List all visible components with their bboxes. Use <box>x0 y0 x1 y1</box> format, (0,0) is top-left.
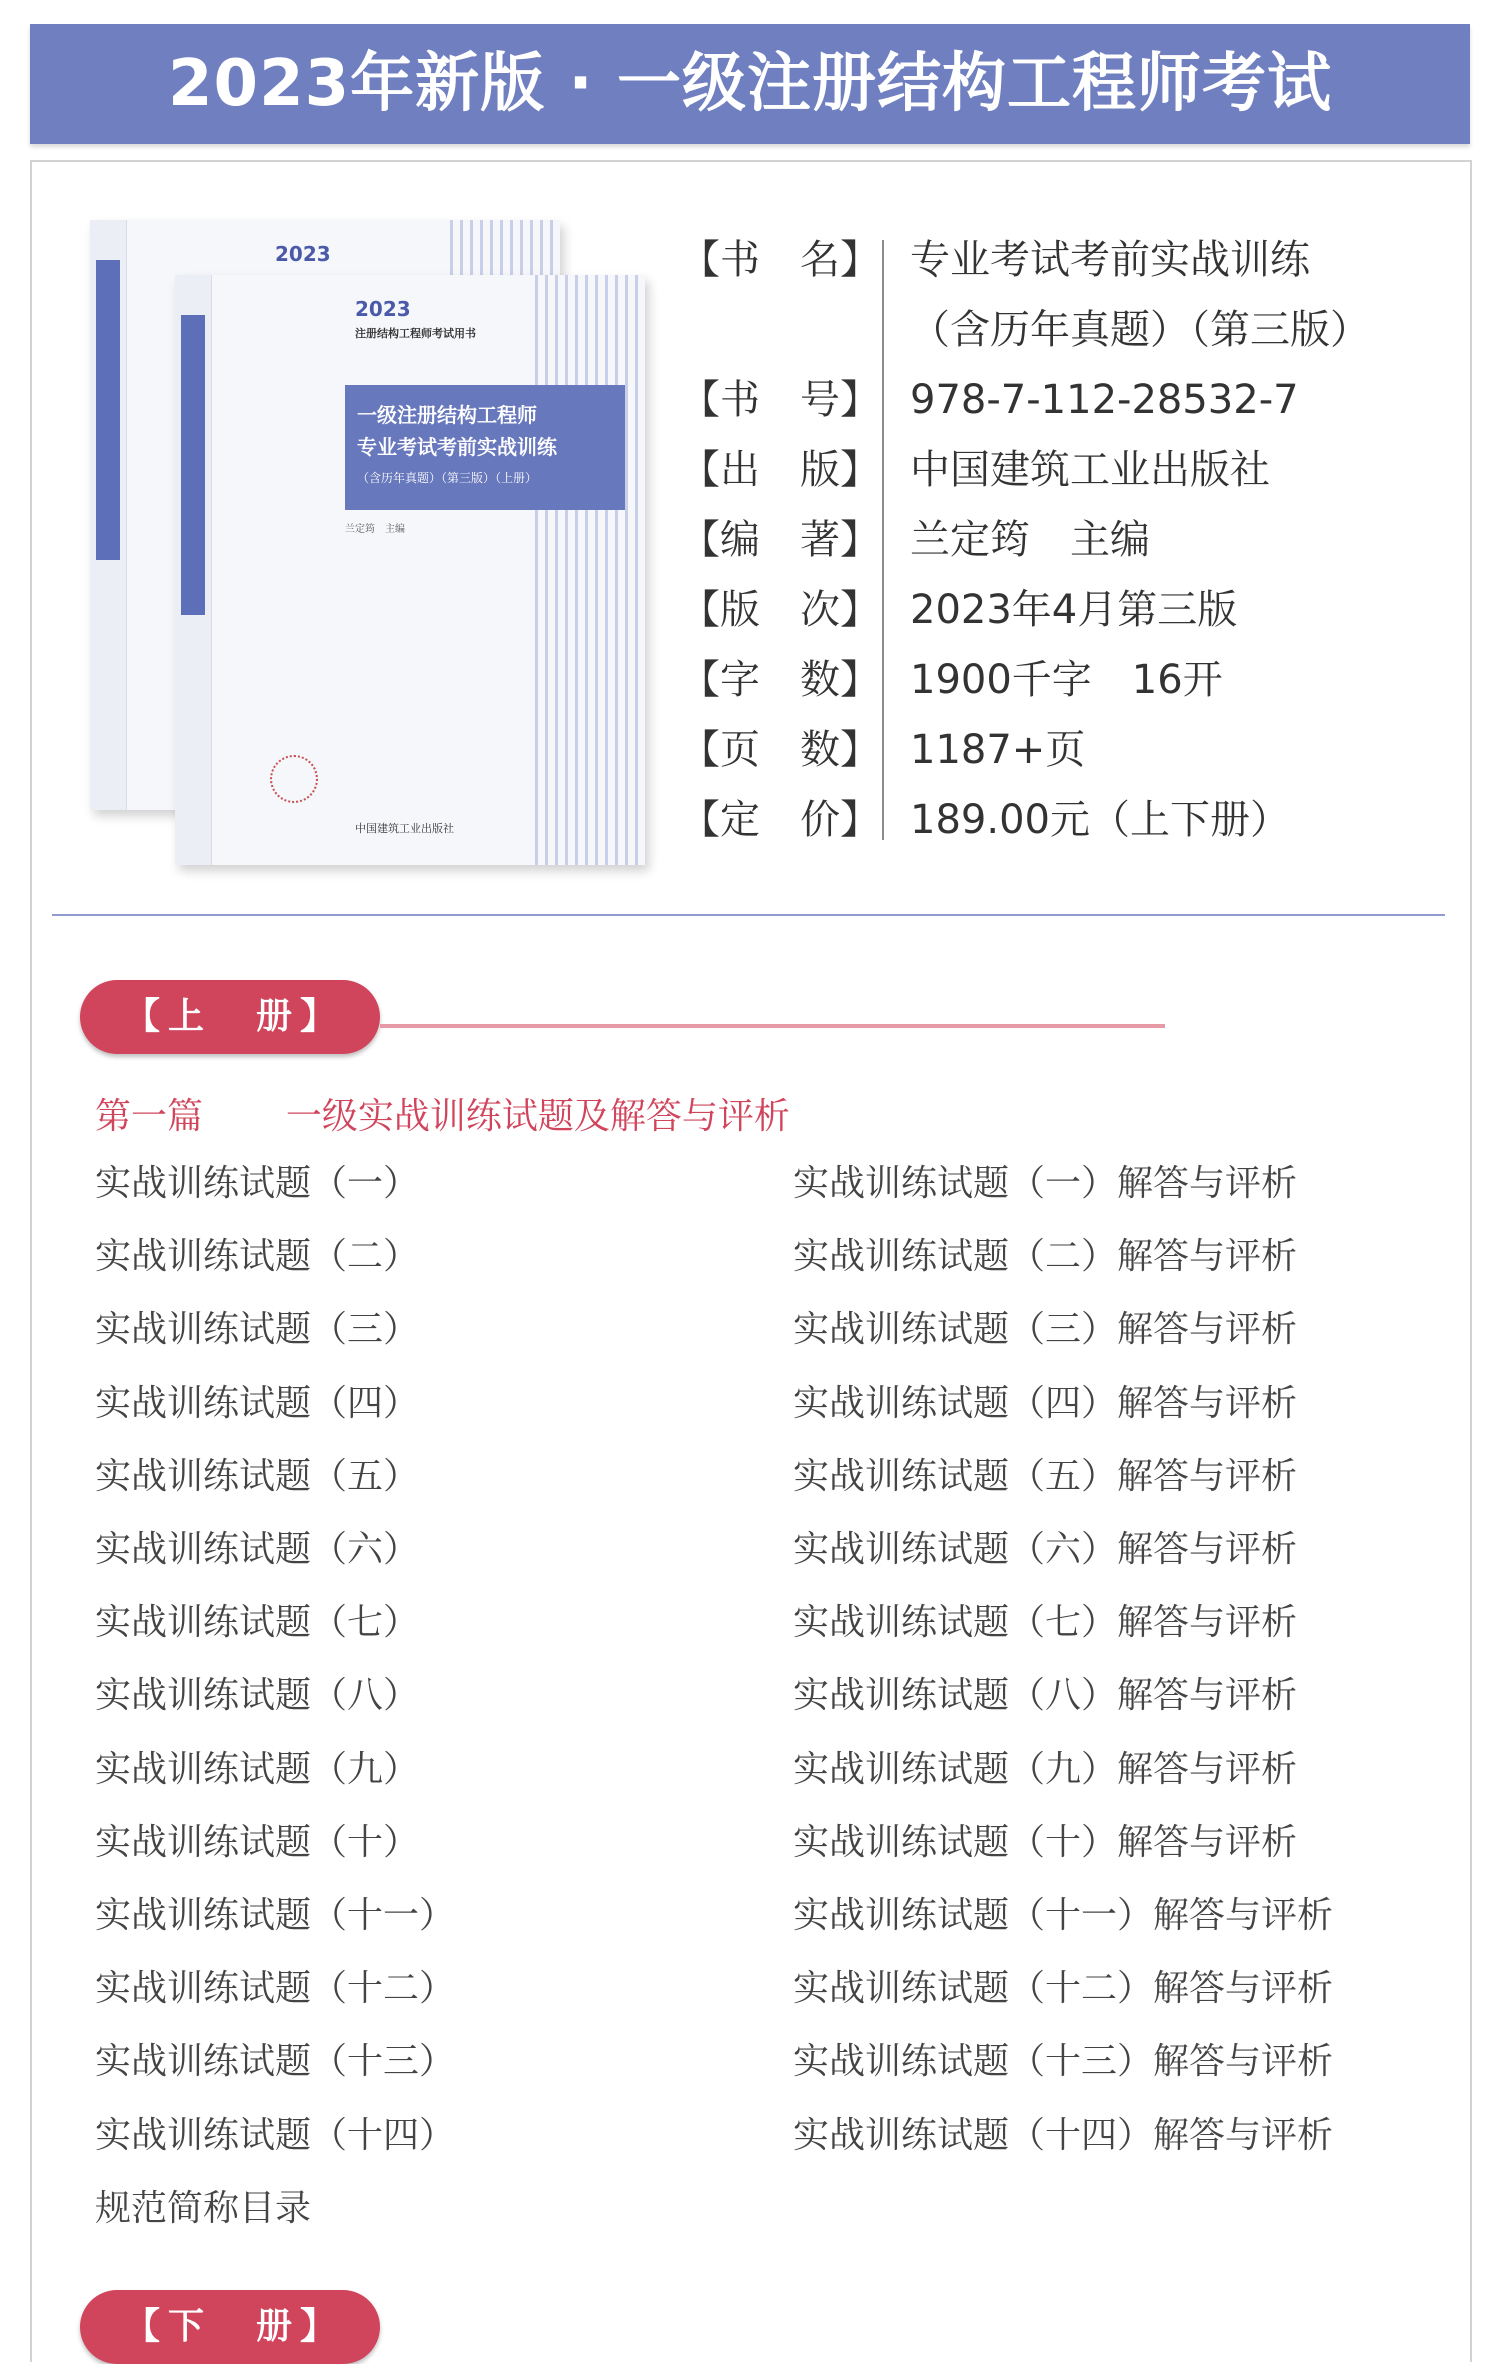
cover-title-line1: 一级注册结构工程师 <box>357 403 537 427</box>
toc-answer-item: 实战训练试题（十三）解答与评析 <box>793 2041 1334 2083</box>
toc-item: 实战训练试题（十二） <box>95 1968 456 2010</box>
toc-answer-item: 实战训练试题（九）解答与评析 <box>793 1748 1298 1790</box>
toc-item: 实战训练试题（十一） <box>95 1895 456 1936</box>
info-label: 【编 著】 <box>680 517 880 563</box>
seal-icon <box>270 755 318 803</box>
toc-answer-item: 实战训练试题（六）解答与评析 <box>793 1529 1298 1570</box>
cover-publisher: 中国建筑工业出版社 <box>355 822 454 835</box>
toc-answer-item: 实战训练试题（三）解答与评析 <box>793 1309 1298 1351</box>
toc-answer-item: 实战训练试题（十一）解答与评析 <box>793 1895 1334 1936</box>
toc-item: 实战训练试题（四） <box>95 1382 420 1424</box>
cover-year: 2023 <box>355 297 411 321</box>
pill-rule <box>380 1024 1165 1028</box>
toc-item: 实战训练试题（七） <box>95 1602 420 1644</box>
volume-upper-pill <box>80 980 380 1054</box>
info-divider <box>882 240 884 840</box>
toc-answer-item: 实战训练试题（五）解答与评析 <box>793 1455 1298 1497</box>
toc-answer-item: 实战训练试题（十）解答与评析 <box>793 1821 1298 1863</box>
info-label: 【字 数】 <box>680 657 880 703</box>
volume-lower-label: 【下 册】 <box>124 2306 345 2347</box>
info-value: 兰定筠 主编 <box>910 517 1150 563</box>
chapter-heading <box>95 1088 790 1139</box>
book-spine <box>175 275 212 865</box>
header-banner <box>30 24 1470 144</box>
info-value: 专业考试考前实战训练 <box>910 237 1310 283</box>
info-value: 1187+页 <box>910 727 1086 773</box>
spine-band <box>181 315 205 615</box>
toc-answer-item: 实战训练试题（一）解答与评析 <box>793 1163 1298 1204</box>
toc-answer-item: 实战训练试题（十二）解答与评析 <box>793 1968 1334 2010</box>
info-label: 【书 名】 <box>680 237 880 283</box>
cover-title-line2: 专业考试考前实战训练 <box>357 435 557 459</box>
info-label: 【版 次】 <box>680 587 880 633</box>
toc-answer-item: 实战训练试题（四）解答与评析 <box>793 1382 1298 1424</box>
cover-title-line3: （含历年真题）（第三版）（上册） <box>357 471 538 485</box>
book-spine <box>90 220 127 810</box>
section-separator <box>52 914 1445 916</box>
toc-item: 实战训练试题（二） <box>95 1236 420 1278</box>
toc-answer-item: 实战训练试题（七）解答与评析 <box>793 1602 1298 1644</box>
info-label: 【书 号】 <box>680 377 880 423</box>
info-label: 【页 数】 <box>680 727 880 773</box>
info-value: 1900千字 16开 <box>910 657 1223 703</box>
chapter-number: 第一篇 <box>95 1096 204 1137</box>
toc-answer-item: 实战训练试题（二）解答与评析 <box>793 1236 1298 1278</box>
toc-item: 实战训练试题（六） <box>95 1529 420 1570</box>
toc-item: 实战训练试题（十三） <box>95 2041 456 2083</box>
info-value: 中国建筑工业出版社 <box>910 447 1270 493</box>
cover-series: 注册结构工程师考试用书 <box>355 327 476 340</box>
toc-answer-item: 实战训练试题（八）解答与评析 <box>793 1675 1298 1717</box>
toc-item: 实战训练试题（一） <box>95 1163 420 1204</box>
spine-band <box>96 260 120 560</box>
book-cover-front <box>175 275 645 865</box>
cover-year: 2023 <box>275 242 331 266</box>
volume-lower-pill <box>80 2290 380 2364</box>
volume-upper-label: 【上 册】 <box>124 996 345 1037</box>
toc-item: 实战训练试题（三） <box>95 1309 420 1351</box>
toc-item: 规范简称目录 <box>95 2187 312 2229</box>
info-label: 【出 版】 <box>680 447 880 493</box>
info-value: （含历年真题）（第三版） <box>910 307 1370 353</box>
chapter-title: 一级实战训练试题及解答与评析 <box>285 1096 790 1137</box>
cover-stripes <box>535 275 645 865</box>
toc-item: 实战训练试题（九） <box>95 1748 420 1790</box>
toc-item: 实战训练试题（十） <box>95 1821 420 1863</box>
toc-item: 实战训练试题（八） <box>95 1675 420 1717</box>
toc-answer-item: 实战训练试题（十四）解答与评析 <box>793 2114 1334 2156</box>
cover-author: 兰定筠 主编 <box>345 524 405 535</box>
toc-item: 实战训练试题（五） <box>95 1455 420 1497</box>
info-label: 【定 价】 <box>680 797 880 843</box>
toc-item: 实战训练试题（十四） <box>95 2114 456 2156</box>
info-value: 189.00元（上下册） <box>910 797 1290 843</box>
info-value: 2023年4月第三版 <box>910 587 1238 633</box>
cover-title-block <box>345 385 625 510</box>
banner-title: 2023年新版 · 一级注册结构工程师考试 <box>168 47 1332 121</box>
info-value: 978-7-112-28532-7 <box>910 377 1299 423</box>
